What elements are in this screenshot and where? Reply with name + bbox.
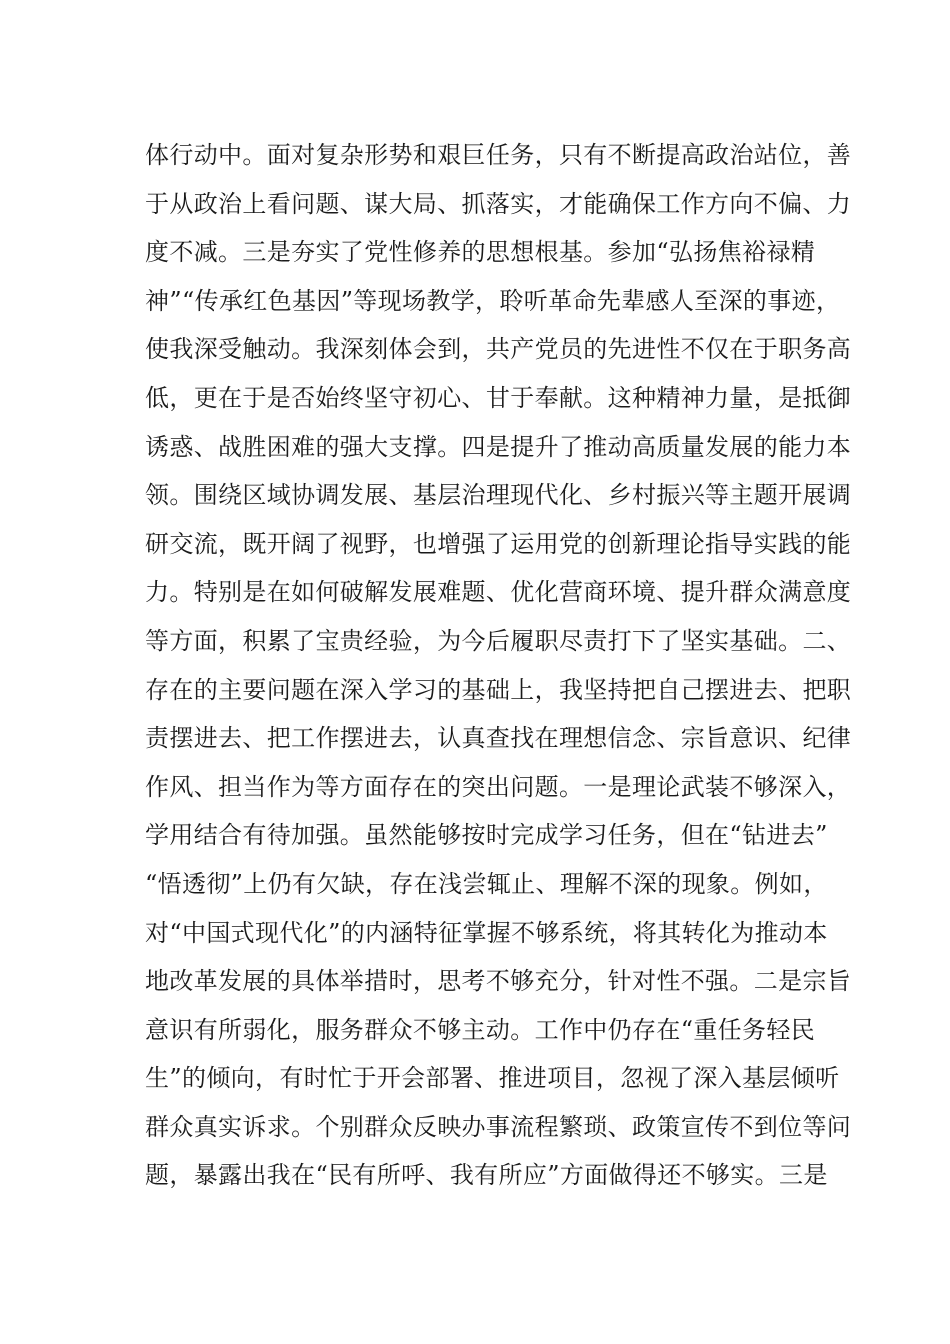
text-line: 地改革发展的具体举措时，思考不够充分，针对性不强。二是宗旨 <box>145 967 852 996</box>
text-line: 学用结合有待加强。虽然能够按时完成学习任务，但在“钻进去” <box>145 821 828 850</box>
text-line: 群众真实诉求。个别群众反映办事流程繁琐、政策宣传不到位等问 <box>145 1112 852 1141</box>
text-line: 生”的倾向，有时忙于开会部署、推进项目，忽视了深入基层倾听 <box>145 1064 840 1093</box>
text-line: 作风、担当作为等方面存在的突出问题。一是理论武装不够深入， <box>145 772 852 801</box>
text-line: 存在的主要问题在深入学习的基础上，我坚持把自己摆进去、把职 <box>145 675 852 704</box>
text-line: 题，暴露出我在“民有所呼、我有所应”方面做得还不够实。三是 <box>145 1161 828 1190</box>
text-line: 使我深受触动。我深刻体会到，共产党员的先进性不仅在于职务高 <box>145 335 852 364</box>
text-line: 体行动中。面对复杂形势和艰巨任务，只有不断提高政治站位，善 <box>145 141 852 169</box>
text-line: 于从政治上看问题、谋大局、抓落实，才能确保工作方向不偏、力 <box>145 189 852 218</box>
text-line: “悟透彻”上仍有欠缺，存在浅尝辄止、理解不深的现象。例如， <box>145 869 828 898</box>
text-line: 神”“传承红色基因”等现场教学，聆听革命先辈感人至深的事迹， <box>145 286 841 315</box>
text-line: 对“中国式现代化”的内涵特征掌握不够系统，将其转化为推动本 <box>145 918 828 947</box>
text-line: 意识有所弱化，服务群众不够主动。工作中仍存在“重任务轻民 <box>145 1015 816 1044</box>
text-line: 研交流，既开阔了视野，也增强了运用党的创新理论指导实践的能 <box>145 529 852 558</box>
text-line: 等方面，积累了宝贵经验，为今后履职尽责打下了坚实基础。二、 <box>145 626 852 655</box>
text-line: 低，更在于是否始终坚守初心、甘于奉献。这种精神力量，是抵御 <box>145 383 852 412</box>
body-paragraph <box>145 131 852 1200</box>
text-line: 领。围绕区域协调发展、基层治理现代化、乡村振兴等主题开展调 <box>145 481 852 510</box>
text-line: 诱惑、战胜困难的强大支撑。四是提升了推动高质量发展的能力本 <box>145 432 852 461</box>
text-line: 责摆进去、把工作摆进去，认真查找在理想信念、宗旨意识、纪律 <box>145 724 852 753</box>
text-line: 度不减。三是夯实了党性修养的思想根基。参加“弘扬焦裕禄精 <box>145 238 816 267</box>
text-line: 力。特别是在如何破解发展难题、优化营商环境、提升群众满意度 <box>145 578 852 607</box>
